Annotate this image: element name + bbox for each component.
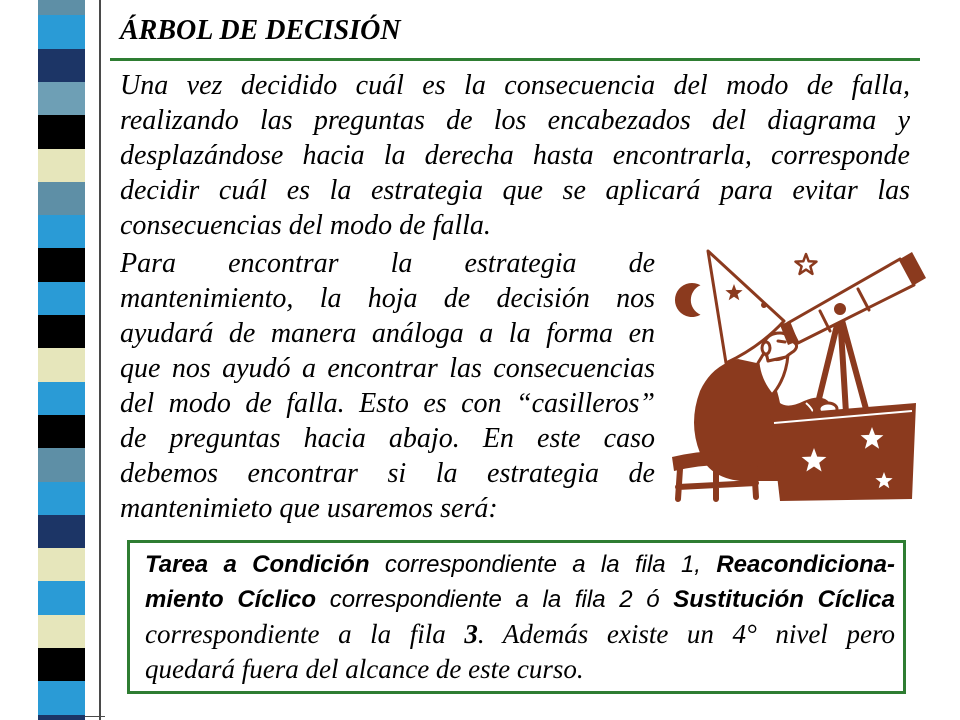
strip-block [38, 315, 85, 348]
strategy-line: mantenimieto que usaremos será: [120, 493, 498, 524]
conditions-text: correspondiente a la fila 2 ó [316, 586, 674, 613]
strategy-line: debemos encontrar si la estrategia de [120, 458, 655, 489]
conditions-line [145, 582, 895, 617]
conditions-text: . Además existe un 4° nivel pero [477, 619, 895, 649]
strategy-line: del modo de falla. Esto es con “casilleros” [120, 388, 655, 419]
row-number: 3 [464, 619, 478, 649]
strip-block [38, 648, 85, 681]
strip-block [38, 82, 85, 115]
strip-block [38, 382, 85, 415]
telescope-mount [834, 303, 846, 315]
strip-block [38, 115, 85, 148]
strategy-paragraph [120, 246, 655, 526]
strip-divider-line [99, 0, 101, 720]
strategy-term: Reacondiciona- [716, 551, 895, 578]
intro-paragraph [120, 68, 910, 243]
ear [762, 342, 770, 354]
strategy-term: Tarea a Condición [145, 551, 370, 578]
intro-line: consecuencias del modo de falla. [120, 210, 491, 241]
star-outline-icon [796, 254, 817, 274]
strip-block [38, 282, 85, 315]
strip-block [38, 448, 85, 481]
strip-block [38, 415, 85, 448]
strategy-term: Sustitución Cíclica [673, 586, 895, 613]
conditions-text: correspondiente a la fila [145, 619, 465, 649]
intro-line: desplazándose hacia la derecha hasta encontrarla, corresponde [120, 140, 910, 171]
crescent-moon-icon [675, 283, 701, 317]
strip-block [38, 482, 85, 515]
strategy-line: ayudará de manera análoga a la forma en [120, 318, 655, 349]
strip-block [38, 49, 85, 82]
strategy-line: mantenimiento, la hoja de decisión nos [120, 283, 655, 314]
intro-line: realizando las preguntas de los encabezados del diagrama y [120, 105, 910, 136]
decorative-color-strip [38, 0, 85, 720]
strip-block [38, 348, 85, 381]
strip-block [38, 149, 85, 182]
conditions-text: correspondiente a la fila 1, [369, 551, 717, 578]
conditions-box [127, 540, 906, 694]
strip-block [38, 581, 85, 614]
strip-block [38, 182, 85, 215]
conditions-line [145, 617, 895, 652]
strategy-term: miento Cíclico [145, 586, 317, 613]
strategy-line: Para encontrar la estrategia de [120, 248, 655, 279]
strip-block [38, 548, 85, 581]
hat-dot [761, 302, 767, 308]
eye [778, 341, 785, 342]
strip-block [38, 681, 85, 714]
wizard-telescope-illustration [668, 243, 930, 505]
intro-line: decidir cuál es la estrategia que se aplicará para evitar las [120, 175, 910, 206]
strip-block [38, 15, 85, 48]
strip-block [38, 248, 85, 281]
intro-line: Una vez decidido cuál es la consecuencia del modo de falla, [120, 70, 910, 101]
slide-title: ÁRBOL DE DECISIÓN [120, 15, 401, 46]
strategy-line: que nos ayudó a encontrar las consecuencias [120, 353, 655, 384]
strip-foot-line [85, 716, 105, 717]
strip-block [38, 515, 85, 548]
title-underline [110, 58, 920, 61]
conditions-text: quedará fuera del alcance de este curso. [145, 654, 584, 684]
conditions-box-text [145, 547, 895, 687]
conditions-line [145, 652, 895, 687]
strip-block [38, 715, 85, 720]
strip-block [38, 0, 85, 15]
conditions-line [145, 547, 895, 582]
strategy-line: de preguntas hacia abajo. En este caso [120, 423, 655, 454]
strip-block [38, 215, 85, 248]
strip-block [38, 615, 85, 648]
